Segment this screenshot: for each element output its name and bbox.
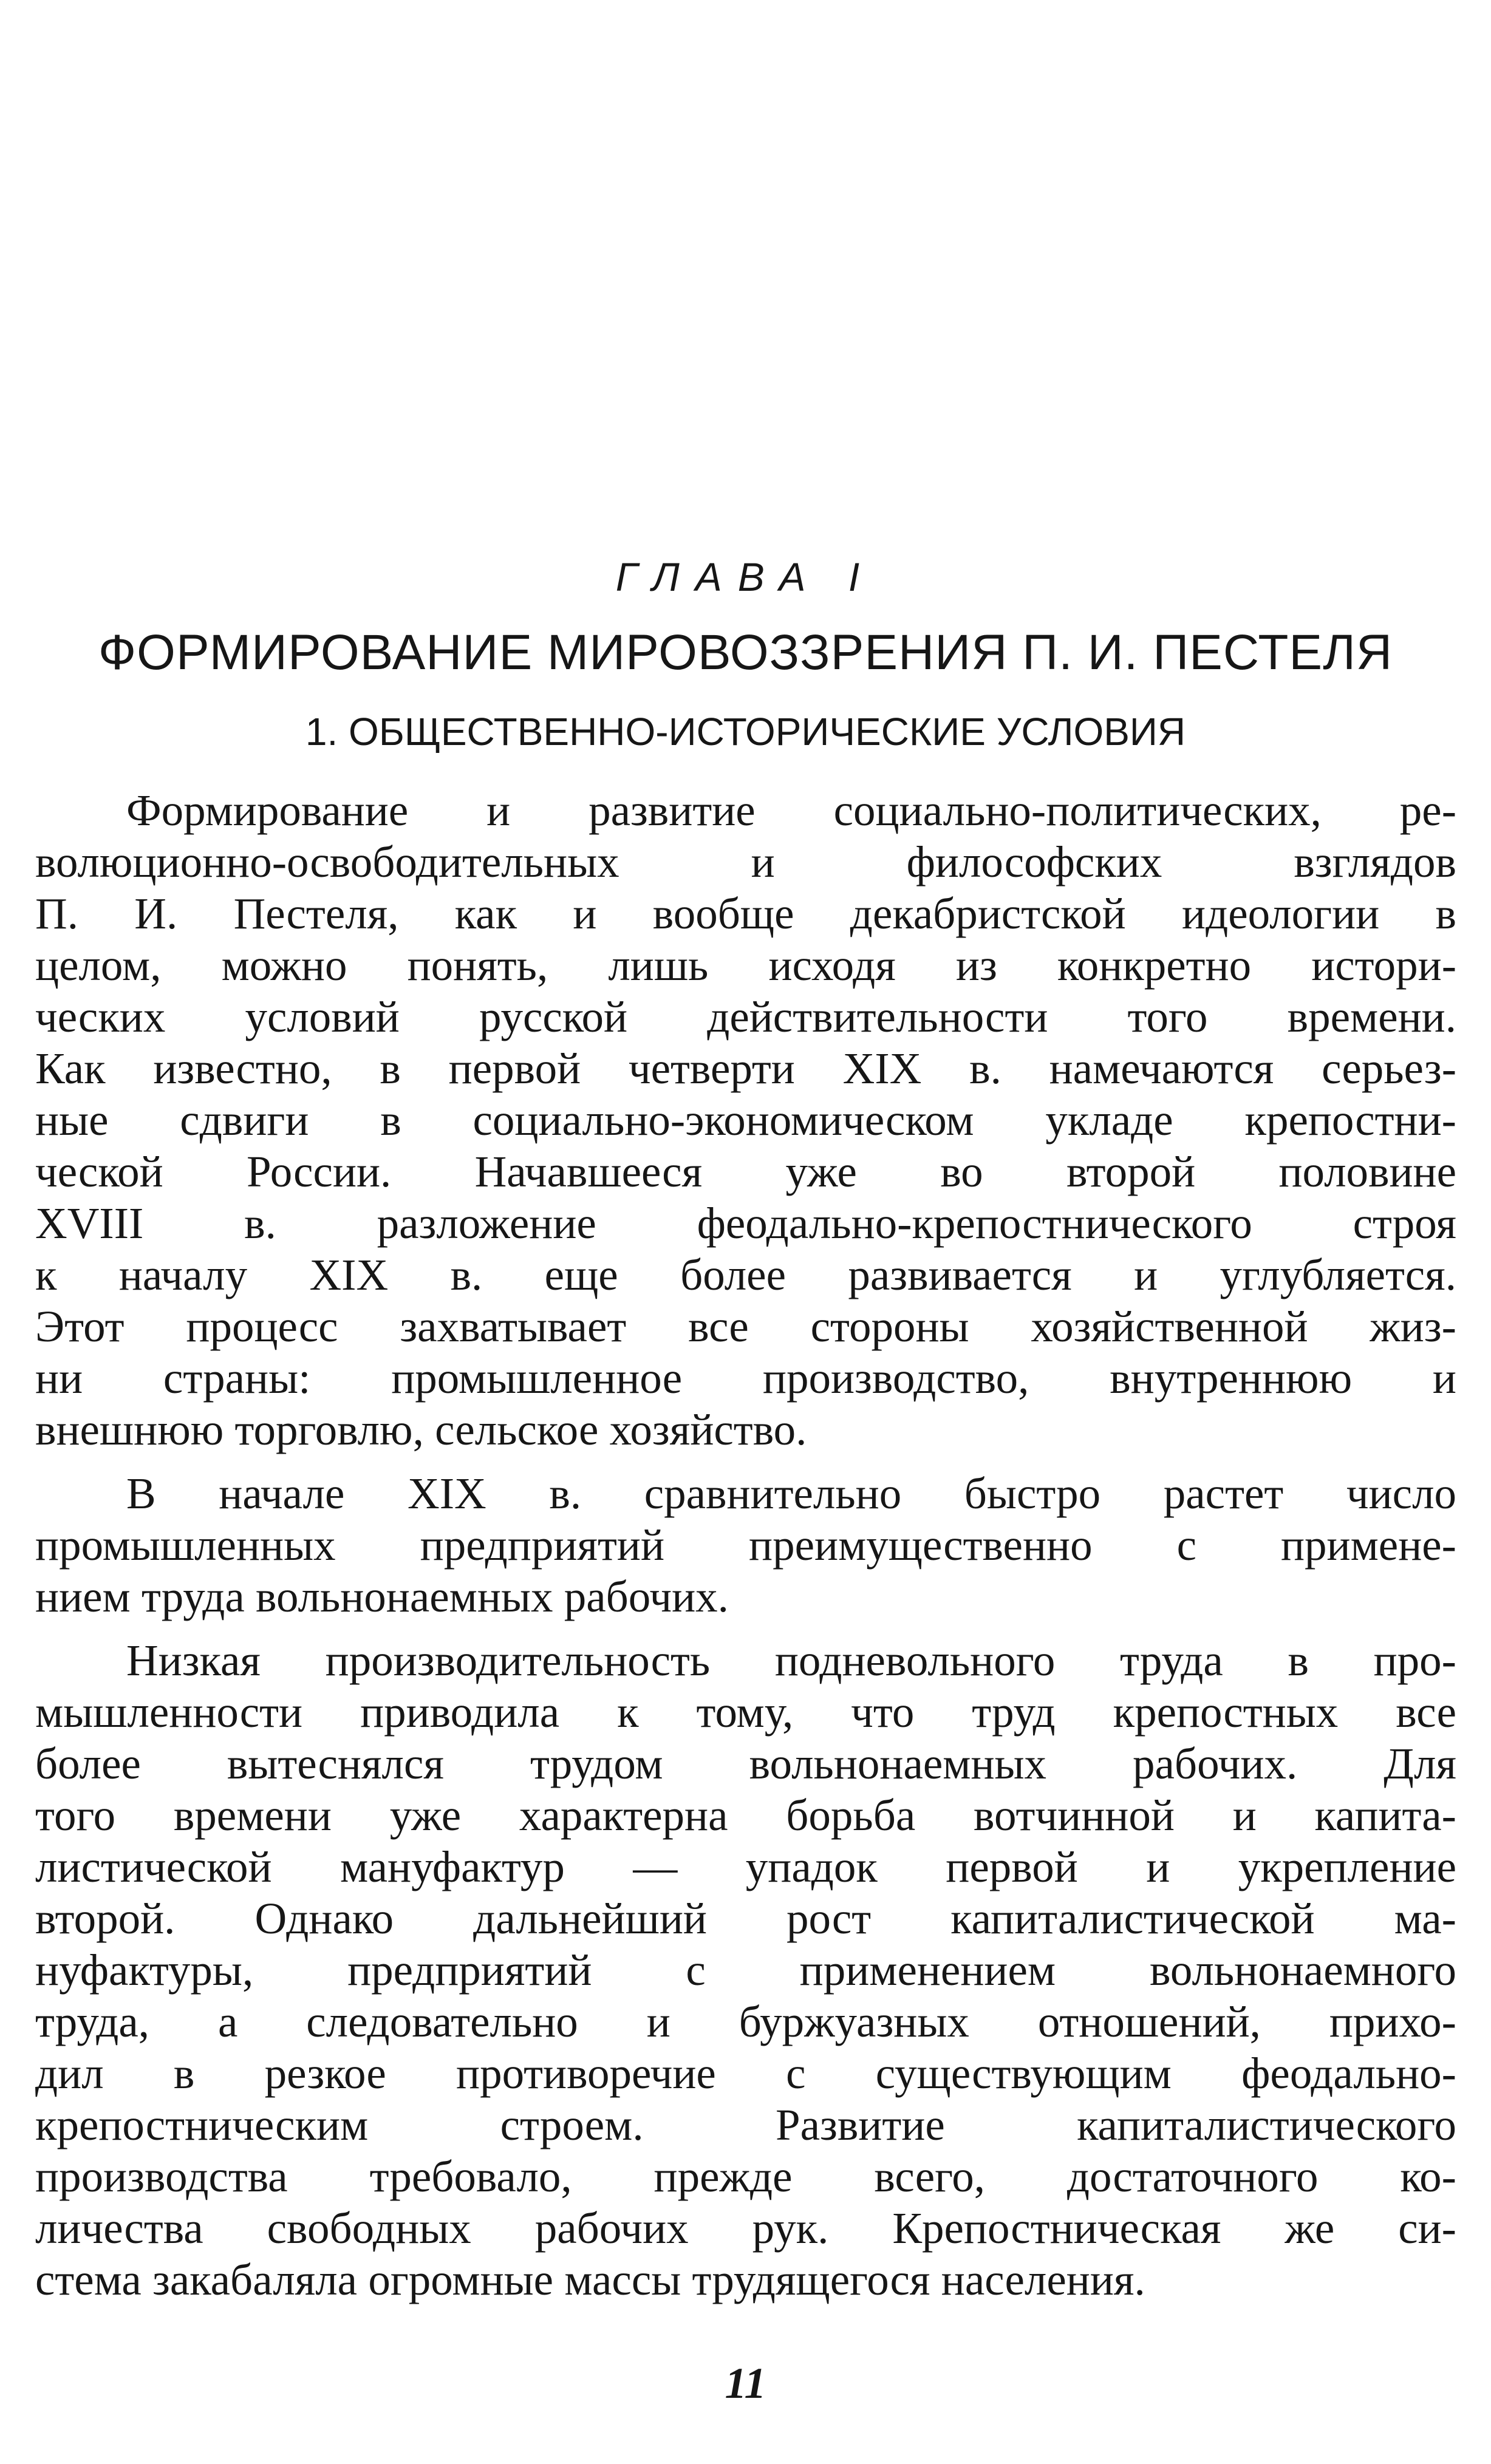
paragraph [35, 784, 1456, 1455]
text-line: нуфактуры, предприятий с применением вольнонаемного [35, 1945, 1456, 1995]
text-line: производства требовало, прежде всего, достаточного ко- [35, 2152, 1456, 2201]
paragraph [35, 1468, 1456, 1622]
text-line: волюционно-освободительных и философских взглядов [35, 837, 1456, 887]
text-line: ные сдвиги в социально-экономическом укладе крепостни- [35, 1095, 1456, 1145]
chapter-label: ГЛАВА I [615, 554, 876, 599]
text-line: крепостническим строем. Развитие капиталистического [35, 2100, 1456, 2149]
paragraph [35, 1635, 1456, 2306]
text-line: листической мануфактур — упадок первой и укрепление [35, 1842, 1456, 1891]
text-line: В начале XIX в. сравнительно быстро растет число [126, 1469, 1456, 1518]
text-line: Как известно, в первой четверти XIX в. намечаются серьез- [35, 1044, 1456, 1093]
chapter-title: ФОРМИРОВАНИЕ МИРОВОЗЗРЕНИЯ П. И. ПЕСТЕЛЯ [98, 625, 1393, 680]
text-line: целом, можно понять, лишь исходя из конкретно истори- [35, 941, 1456, 990]
text-line: стема закабаляла огромные массы трудящегося населения. [35, 2255, 1145, 2304]
text-line: второй. Однако дальнейший рост капиталистической ма- [35, 1894, 1456, 1943]
text-line: ни страны: промышленное производство, внутреннюю и [35, 1353, 1456, 1403]
text-line: промышленных предприятий преимущественно с примене- [35, 1520, 1456, 1570]
body-text [35, 784, 1456, 2306]
text-line: ческой России. Начавшееся уже во второй половине [35, 1147, 1456, 1196]
text-line: личества свободных рабочих рук. Крепостническая же си- [35, 2204, 1456, 2253]
text-line: к началу XIX в. еще более развивается и углубляется. [35, 1250, 1456, 1299]
text-line: XVIII в. разложение феодально-крепостнического строя [35, 1199, 1456, 1248]
text-line: ческих условий русской действительности того времени. [35, 992, 1456, 1041]
section-title: 1. ОБЩЕСТВЕННО-ИСТОРИЧЕСКИЕ УСЛОВИЯ [305, 710, 1186, 754]
text-line: Низкая производительность подневольного труда в про- [126, 1636, 1456, 1685]
text-line: Формирование и развитие социально-политических, ре- [126, 786, 1456, 835]
text-line: нием труда вольнонаемных рабочих. [35, 1572, 729, 1621]
text-line: труда, а следовательно и буржуазных отношений, прихо- [35, 1997, 1456, 2046]
text-line: более вытеснялся трудом вольнонаемных рабочих. Для [35, 1739, 1456, 1788]
text-line: дил в резкое противоречие с существующим феодально- [35, 2049, 1456, 2098]
text-line: П. И. Пестеля, как и вообще декабристской идеологии в [35, 889, 1456, 938]
text-line: мышленности приводила к тому, что труд крепостных все [35, 1687, 1456, 1737]
text-line: внешнюю торговлю, сельское хозяйство. [35, 1405, 807, 1454]
page-number: 11 [725, 2359, 766, 2408]
text-line: Этот процесс захватывает все стороны хозяйственной жиз- [35, 1302, 1456, 1351]
text-line: того времени уже характерна борьба вотчинной и капита- [35, 1791, 1456, 1840]
